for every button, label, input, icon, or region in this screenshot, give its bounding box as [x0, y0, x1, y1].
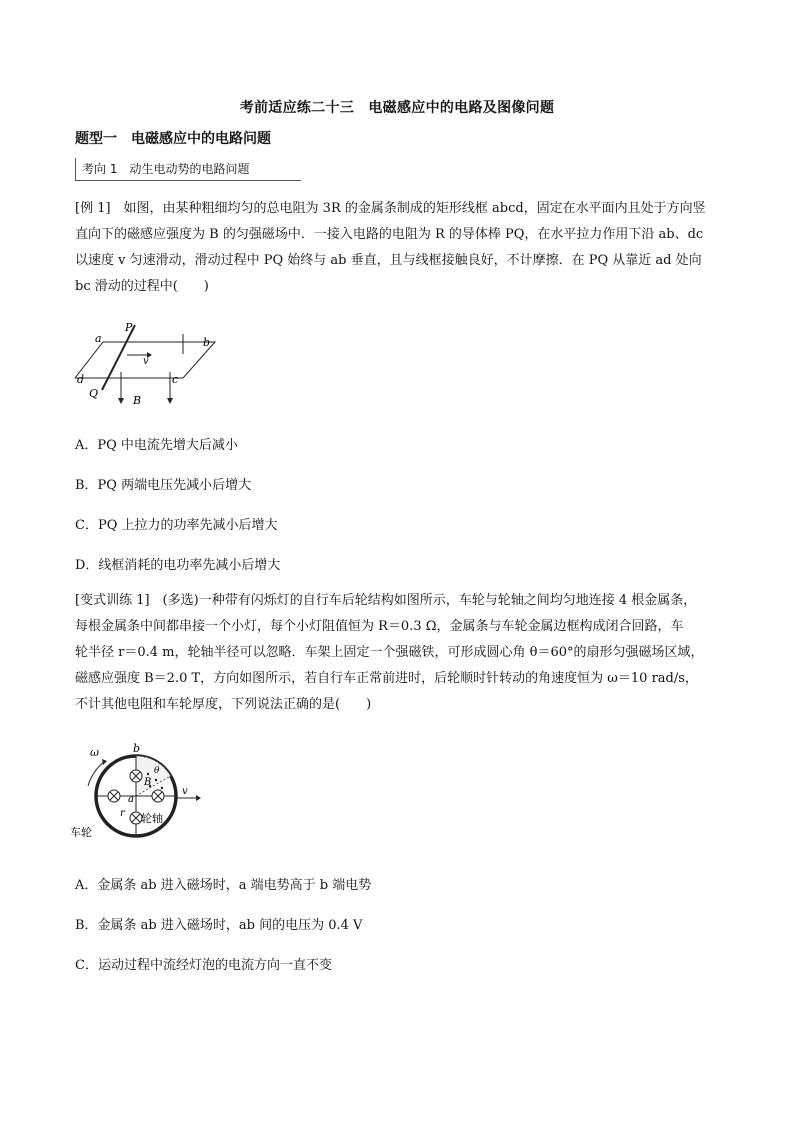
option-c: C．PQ 上拉力的功率先减小后增大 — [75, 518, 278, 533]
bicycle-wheel-figure — [70, 740, 210, 840]
field-dot — [161, 787, 163, 789]
field-dot — [155, 779, 157, 781]
label-omega: ω — [90, 746, 99, 759]
label-d: d — [77, 373, 85, 386]
subtopic-label: 考向 1 动生电动势的电路问题 — [82, 162, 250, 176]
label-B: B — [144, 777, 152, 788]
variant1-line: [变式训练 1] (多选)一种带有闪烁灯的自行车后轮结构如图所示，车轮与轮轴之间均匀地连接 4 根金属条， — [75, 593, 697, 608]
subtopic-box — [75, 158, 301, 181]
label-theta: θ — [154, 766, 160, 776]
option-b: B．PQ 两端电压先减小后增大 — [75, 478, 252, 493]
option-a: A．PQ 中电流先增大后减小 — [75, 438, 238, 453]
field-dot — [147, 773, 149, 775]
variant1-text — [75, 588, 725, 718]
field-arrowhead — [118, 398, 124, 404]
variant1-line: 不计其他电阻和车轮厚度，下列说法正确的是( ) — [75, 697, 372, 712]
label-p: P — [125, 321, 133, 334]
variant1-line: 每根金属条中间都串接一个小灯，每个小灯阻值恒为 R＝0.3 Ω，金属条与车轮金属边框构成闭合回路，车 — [75, 619, 684, 634]
variant-option-c: C．运动过程中流经灯泡的电流方向一直不变 — [75, 958, 332, 973]
example1-text — [75, 196, 725, 300]
rectangular-frame-figure — [75, 320, 225, 408]
label-q: Q — [89, 387, 99, 400]
label-a: a — [128, 794, 134, 805]
label-v: v — [182, 786, 188, 797]
variant1-line: 磁感应强度 B＝2.0 T，方向如图所示，若自行车正常前进时，后轮顺时针转动的角速度恒为 ω＝10 rad/s， — [75, 671, 698, 686]
label-b: b — [203, 336, 211, 349]
example1-line: 直向下的磁感应强度为 B 的匀强磁场中．一接入电路的电阻为 R 的导体棒 PQ，在水平拉力作用下沿 ab、dc — [75, 227, 704, 242]
example1-line: [例 1] 如图，由某种粗细均匀的总电阻为 3R 的金属条制成的矩形线框 abcd，固定在水平面内且处于方向竖 — [75, 201, 706, 216]
rotation-arrowhead — [102, 759, 107, 765]
velocity-arrowhead — [196, 795, 201, 801]
section-heading: 题型一 电磁感应中的电路问题 — [75, 131, 271, 147]
variant1-line: 轮半径 r＝0.4 m，轮轴半径可以忽略．车架上固定一个强磁铁，可形成圆心角 θ＝60°的扇形匀强磁场区域， — [75, 645, 704, 660]
rod-pq — [102, 325, 135, 390]
label-r: r — [120, 808, 125, 819]
variant-option-b: B．金属条 ab 进入磁场时，ab 间的电压为 0.4 V — [75, 918, 363, 933]
option-d: D．线框消耗的电功率先减小后增大 — [75, 558, 281, 573]
page-title: 考前适应练二十三 电磁感应中的电路及图像问题 — [239, 100, 555, 116]
label-v: v — [143, 356, 149, 367]
label-c: c — [172, 373, 179, 386]
label-B: B — [133, 394, 142, 407]
variant-option-a: A．金属条 ab 进入磁场时，a 端电势高于 b 端电势 — [75, 878, 372, 893]
example1-line: bc 滑动的过程中( ) — [75, 279, 209, 294]
label-wheel: 车轮 — [70, 826, 92, 839]
label-a: a — [95, 332, 102, 345]
label-axle: 轮轴 — [141, 812, 163, 825]
example1-line: 以速度 v 匀速滑动，滑动过程中 PQ 始终与 ab 垂直，且与线框接触良好，不计摩擦．在 PQ 从靠近 ad 处向 — [75, 253, 702, 268]
label-b: b — [133, 742, 141, 755]
field-arrowhead — [167, 398, 173, 404]
